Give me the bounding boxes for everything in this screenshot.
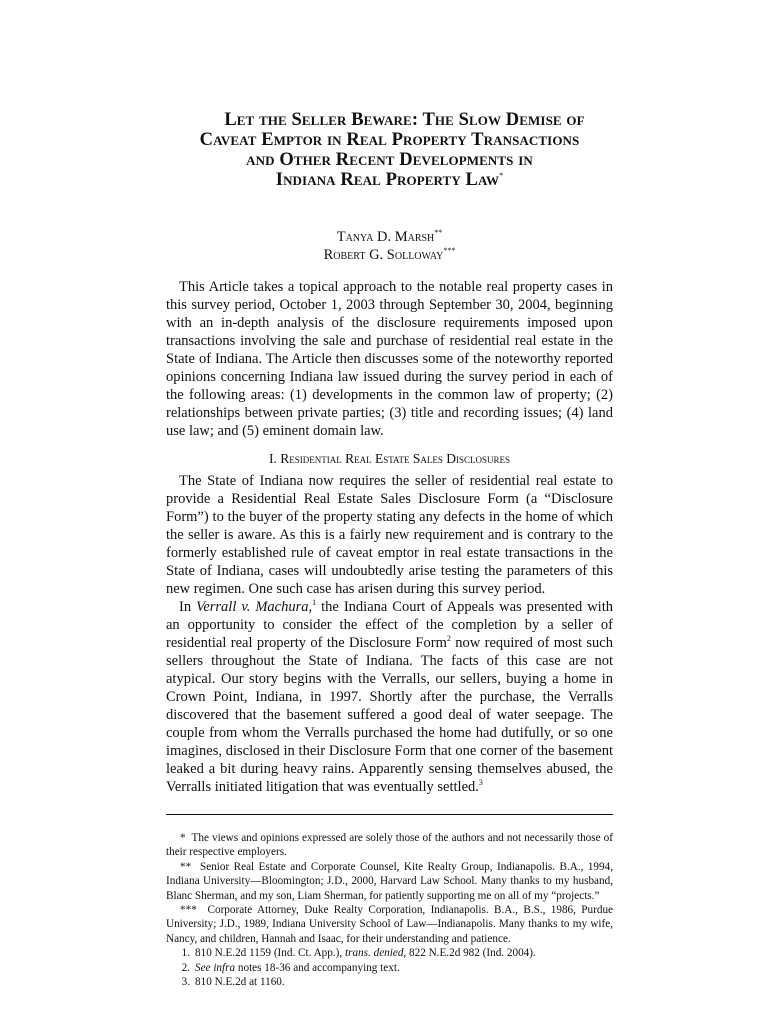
section-paragraph-2: In Verrall v. Machura,$^1$ the Indiana Court of Appeals was presented with an opportunity to consider the effect of the completion by a seller of residential real property of the Disclosure Form$^2$ now required of most such sellers throughout the State of Indiana. The facts of this case are not atypical. Our story begins with the Verralls, our sellers, buying a home in Crown Point, Indiana, in 1997. Shortly after the purchase, the Verralls discovered that the basement suffered a good deal of water seepage. The couple from whom the Verralls purchased the home had dutifully, or so one imagines, disclosed in their Disclosure Form that one corner of the basement leaked a bit during heavy rains. Apparently sensing themselves abused, the Verralls initiated litigation that was eventually settled.$^3$	[166, 598, 613, 795]
article-content	[166, 110, 613, 989]
title-line-3: and Other Recent Developments in	[246, 150, 533, 170]
abstract	[166, 278, 613, 440]
author-2: Robert G. Solloway***	[323, 246, 456, 263]
section-heading: I. Residential Real Estate Sales Disclosures	[268, 451, 511, 466]
footnote-divider	[166, 814, 613, 815]
title-footnote-mark[interactable]: *	[499, 170, 504, 180]
author-2-footnote-mark[interactable]: ***	[443, 246, 456, 256]
footnote-3: 3. 810 N.E.2d at 1160.	[181, 976, 285, 989]
footnote-star-1: * The views and opinions expressed are solely those of the authors and not necessarily those of their respective employers.	[166, 832, 613, 859]
footnote-2: 2. See infra notes 18-36 and accompanying text.	[181, 961, 400, 974]
footnote-1: 1. 810 N.E.2d 1159 (Ind. Ct. App.), trans. denied, 822 N.E.2d 982 (Ind. 2004).	[181, 947, 536, 960]
article-title	[166, 110, 613, 190]
author-list	[166, 228, 613, 264]
footnotes	[166, 831, 613, 989]
case-name: Verrall v. Machura,	[196, 599, 313, 615]
footnote-ref-3[interactable]: 3	[478, 778, 483, 788]
author-1: Tanya D. Marsh**	[336, 228, 443, 245]
title-line-2: Caveat Emptor in Real Property Transactions	[199, 130, 580, 150]
author-1-footnote-mark[interactable]: **	[434, 228, 443, 238]
footnote-star-2: ** Senior Real Estate and Corporate Counsel, Kite Realty Group, Indianapolis. B.A., 1994, Indiana University—Bloomington; J.D., 2000, Harvard Law School. Many thanks to my husband, Blanc Sherman, and my son, Liam Sherman, for patiently supporting me on all of my “projects.”	[166, 860, 614, 902]
footnote-ref-2[interactable]: 2	[446, 634, 451, 644]
section-body	[166, 472, 613, 796]
title-line-4: Indiana Real Property Law*	[275, 170, 504, 190]
title-line-1: Let the Seller Beware: The Slow Demise of	[224, 110, 585, 130]
footnote-star-3: *** Corporate Attorney, Duke Realty Corporation, Indianapolis. B.A., B.S., 1986, Purdue University; J.D., 1989, Indiana University School of Law—Indianapolis. Many thanks to my wife, Nancy, and children, Hannah and Isaac, for their understanding and patience.	[166, 904, 613, 945]
section-paragraph-1: The State of Indiana now requires the seller of residential real estate to provide a Residential Real Estate Sales Disclosure Form (a “Disclosure Form”) to the buyer of the property stating any defects in the home of which the seller is aware. As this is a fairly new requirement and is contrary to the formerly established rule of caveat emptor in real estate transactions in the State of Indiana, cases will undoubtedly arise testing the parameters of this new regimen. One such case has arisen during this survey period.	[166, 473, 613, 597]
footnote-ref-1[interactable]: 1	[312, 598, 317, 608]
abstract-paragraph: This Article takes a topical approach to the notable real property cases in this survey period, October 1, 2003 through September 30, 2004, beginning with an in-depth analysis of the disclosure requirements imposed upon transactions involving the sale and purchase of residential real estate in the State of Indiana. The Article then discusses some of the noteworthy reported opinions concerning Indiana law issued during the survey period in each of the following areas: (1) developments in the common law of property; (2) relationships between private parties; (3) title and recording issues; (4) land use law; and (5) eminent domain law.	[166, 279, 613, 439]
